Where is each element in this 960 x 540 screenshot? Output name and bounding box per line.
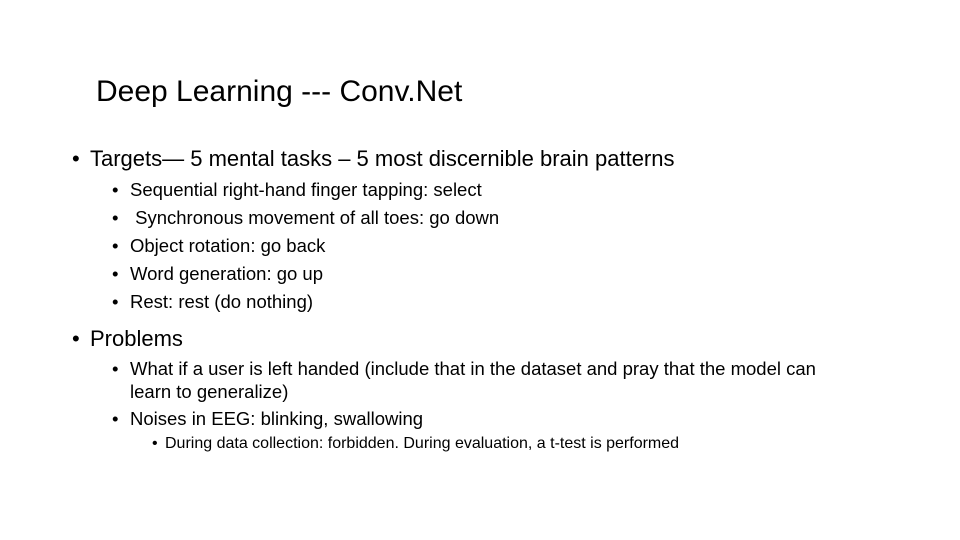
slide-title: Deep Learning --- Conv.Net <box>96 75 463 108</box>
bullet-icon: • <box>112 358 119 379</box>
list-item-text: Noises in EEG: blinking, swallowing <box>130 408 424 429</box>
bullet-icon: • <box>152 435 158 452</box>
targets-list <box>112 176 932 316</box>
targets-bullet <box>72 144 932 174</box>
list-item <box>112 357 860 403</box>
list-item <box>112 204 932 232</box>
bullet-icon: • <box>112 263 119 284</box>
bullet-icon: • <box>112 408 119 429</box>
list-item-text: Sequential right-hand finger tapping: select <box>130 179 482 200</box>
list-item <box>112 407 932 430</box>
list-item <box>112 288 932 316</box>
list-item-text: Rest: rest (do nothing) <box>130 291 314 312</box>
bullet-icon: • <box>72 146 80 171</box>
list-item <box>112 176 932 204</box>
list-item <box>112 232 932 260</box>
list-item <box>112 260 932 288</box>
bullet-icon: • <box>72 326 80 351</box>
list-item <box>152 433 932 455</box>
list-item-text: Object rotation: go back <box>130 235 326 256</box>
problems-sublist <box>152 433 932 455</box>
bullet-icon: • <box>112 207 119 228</box>
list-item-text: Synchronous movement of all toes: go down <box>130 207 500 228</box>
problems-bullet <box>72 324 932 354</box>
bullet-icon: • <box>112 291 119 312</box>
problems-heading: Problems <box>90 326 183 351</box>
list-item-text: What if a user is left handed (include that in the dataset and pray that the model can learn to generalize) <box>130 358 816 402</box>
slide-content <box>72 144 932 455</box>
list-item-text: Word generation: go up <box>130 263 324 284</box>
bullet-icon: • <box>112 235 119 256</box>
problems-list <box>112 357 932 455</box>
list-item-text: During data collection: forbidden. During evaluation, a t-test is performed <box>165 435 680 452</box>
targets-heading: Targets— 5 mental tasks – 5 most discernible brain patterns <box>90 146 675 171</box>
bullet-icon: • <box>112 179 119 200</box>
